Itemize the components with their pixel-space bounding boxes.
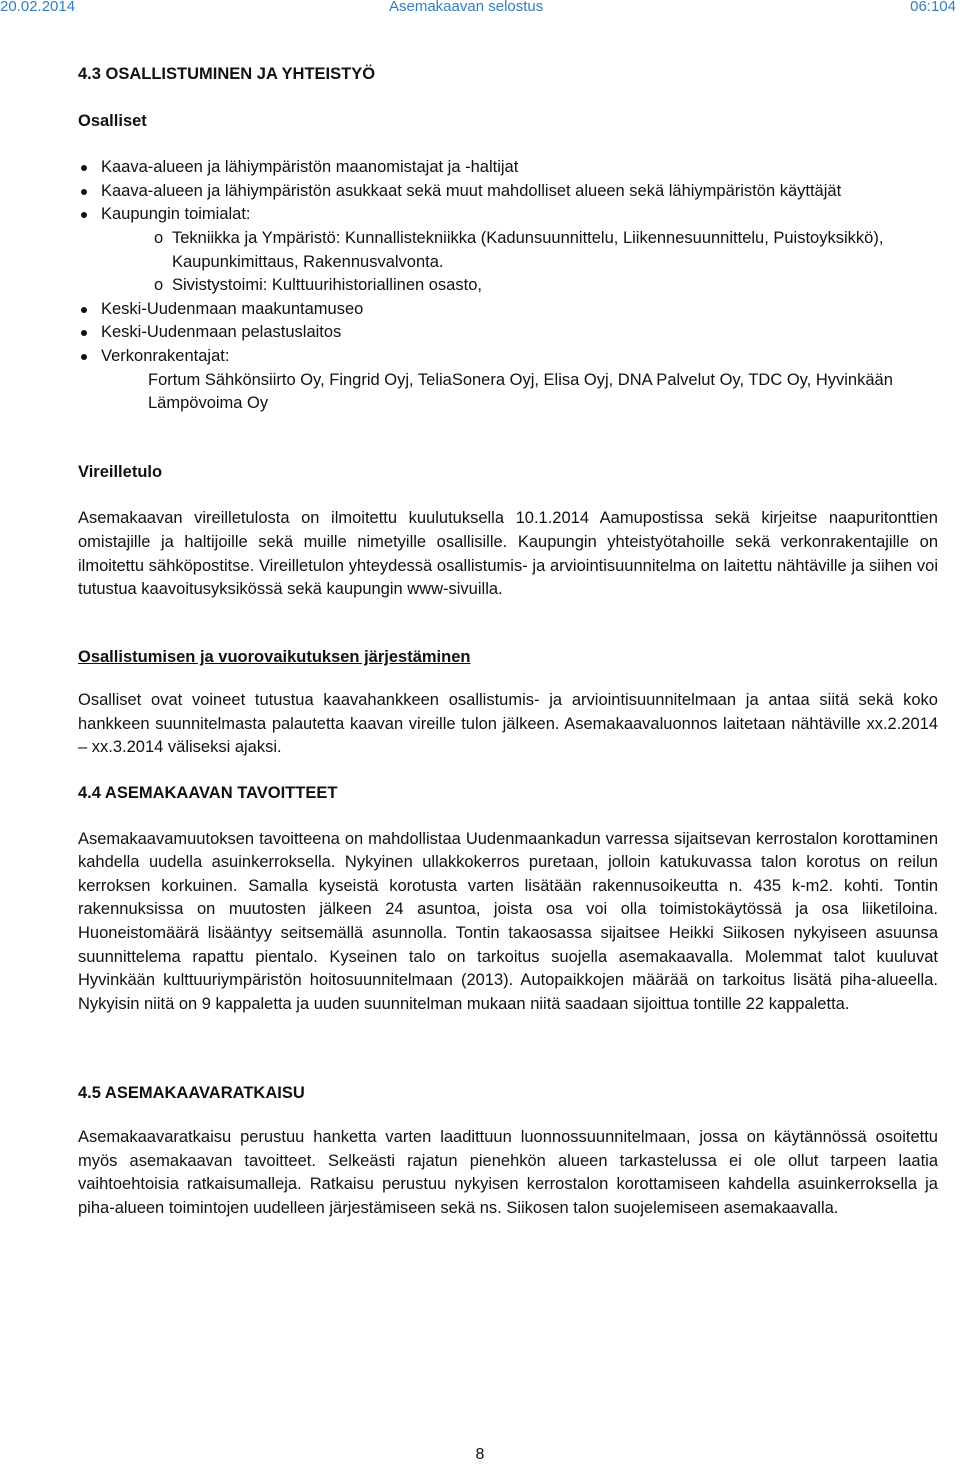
vireilletulo-paragraph: Asemakaavan vireilletulosta on ilmoitettu kuulutuksella 10.1.2014 Aamupostissa sekä kirjeitse naapuritonttien omistajille ja haltijoille sekä muille nimetyille osallisille. Kaupungin yhteistyötahoille sekä verkonrakentajille on ilmoitettu sähköpostitse. Vireilletulon yhteydessä osallistumis- ja arviointisuunnitelma on laitettu nähtäville ja siihen voi tutustua kaavoitusyksikössä sekä kaupungin www-sivuilla.: [78, 509, 938, 599]
header-date: 20.02.2014: [0, 0, 76, 15]
list-item: Keski-Uudenmaan maakuntamuseo: [78, 298, 938, 322]
section-4-4-title: 4.4 ASEMAKAAVAN TAVOITTEET: [78, 784, 338, 803]
sub-list-item: o Tekniikka ja Ympäristö: Kunnallistekniikka (Kadunsuunnittelu, Liikennesuunnittelu, Puistoyksikkö), Kaupunkimittaus, Rakennusvalvonta.: [154, 227, 938, 274]
list-item: Kaupungin toimialat: o Tekniikka ja Ympäristö: Kunnallistekniikka (Kadunsuunnittelu, Liikennesuunnittelu, Puistoyksikkö), Kaupunkimittaus, Rakennusvalvonta. o Sivistystoimi: Kulttuurihistoriallinen osasto,: [78, 203, 938, 297]
page-number: 8: [475, 1446, 485, 1463]
section-4-5-paragraph: Asemakaavaratkaisu perustuu hanketta varten laadittuun luonnossuunnitelmaan, jossa on käytännössä osoitettu myös asemakaavan tavoitteet. Selkeästi rajatun pienehkön alueen tarkastelussa ei ole ollut tarpeen laatia vaihtoehtoisia ratkaisumalleja. Ratkaisu perustuu nykyisen kerrostalon korottamiseen kahdella asuinkerroksella ja piha-alueen toimintojen uudelleen järjestämiseen sekä ns. Siikosen talon suojelemiseen asemakaavalla.: [78, 1128, 938, 1217]
header-code: 06:104: [910, 0, 956, 15]
osalliset-list: [78, 156, 938, 368]
list-item: Verkonrakentajat:: [78, 345, 938, 369]
list-item: Kaava-alueen ja lähiympäristön maanomistajat ja -haltijat: [78, 156, 938, 180]
toimialat-sublist: [101, 227, 938, 298]
header-title: Asemakaavan selostus: [389, 0, 544, 15]
verkonrakentajat-list: Fortum Sähkönsiirto Oy, Fingrid Oyj, TeliaSonera Oyj, Elisa Oyj, DNA Palvelut Oy, TDC Oy, Hyvinkään Lämpövoima Oy: [148, 370, 893, 413]
list-item: Kaava-alueen ja lähiympäristön asukkaat sekä muut mahdolliset alueen sekä lähiympäristön käyttäjät: [78, 180, 938, 204]
section-4-5-title: 4.5 ASEMAKAAVARATKAISU: [78, 1084, 305, 1103]
section-4-3-title: 4.3 OSALLISTUMINEN JA YHTEISTYÖ: [78, 65, 376, 83]
vireilletulo-heading: Vireilletulo: [78, 462, 163, 481]
section-4-4-paragraph: Asemakaavamuutoksen tavoitteena on mahdollistaa Uudenmaankadun varressa sijaitsevan kerrostalon korottaminen kahdella uudella asuinkerroksella. Nykyinen ullakkokerros puretaan, jolloin katukuvassa talon korotus on reilun kerroksen korkuinen. Samalla kyseistä korotusta varten lisätään rakennusoikeutta n. 435 k-m2. kohti. Tontin rakennuksissa on muutosten jälkeen 24 asuntoa, joista osa voi olla toimistokäytössä ja osa liiketiloina. Huoneistomäärä lisääntyy seitsemällä asunnolla. Tontin takaosassa sijaitsee Heikki Siikosen nykyiseen asuunsa suunnittelema rapattu pientalo. Kyseinen talo on tarkoitus suojella asemakaavalla. Molemmat talot kuuluvat Hyvinkään kulttuuriympäristön hoitosuunnitelmaan (2013). Autopaikkojen määrää on tarkoitus lisätä piha-alueella. Nykyisin niitä on 9 kappaletta ja uuden suunnitelman mukaan niitä saadaan sijoittua tontille 22 kappaletta.: [78, 829, 938, 1013]
page-header: [0, 0, 960, 16]
sub-list-item: o Sivistystoimi: Kulttuurihistoriallinen osasto,: [154, 274, 938, 298]
document-body: [78, 63, 938, 1220]
list-item: Keski-Uudenmaan pelastuslaitos: [78, 321, 938, 345]
osalliset-heading: Osalliset: [78, 111, 147, 130]
jarjestaminen-paragraph: Osalliset ovat voineet tutustua kaavahankkeen osallistumis- ja arviointisuunnitelmaan ja antaa siitä sekä koko hankkeen suunnitelmasta palautetta kaavan vireille tulon jälkeen. Asemakaavaluonnos laitetaan nähtäville xx.2.2014 – xx.3.2014 väliseksi ajaksi.: [78, 691, 938, 757]
jarjestaminen-heading: Osallistumisen ja vuorovaikutuksen järjestäminen: [78, 647, 471, 666]
